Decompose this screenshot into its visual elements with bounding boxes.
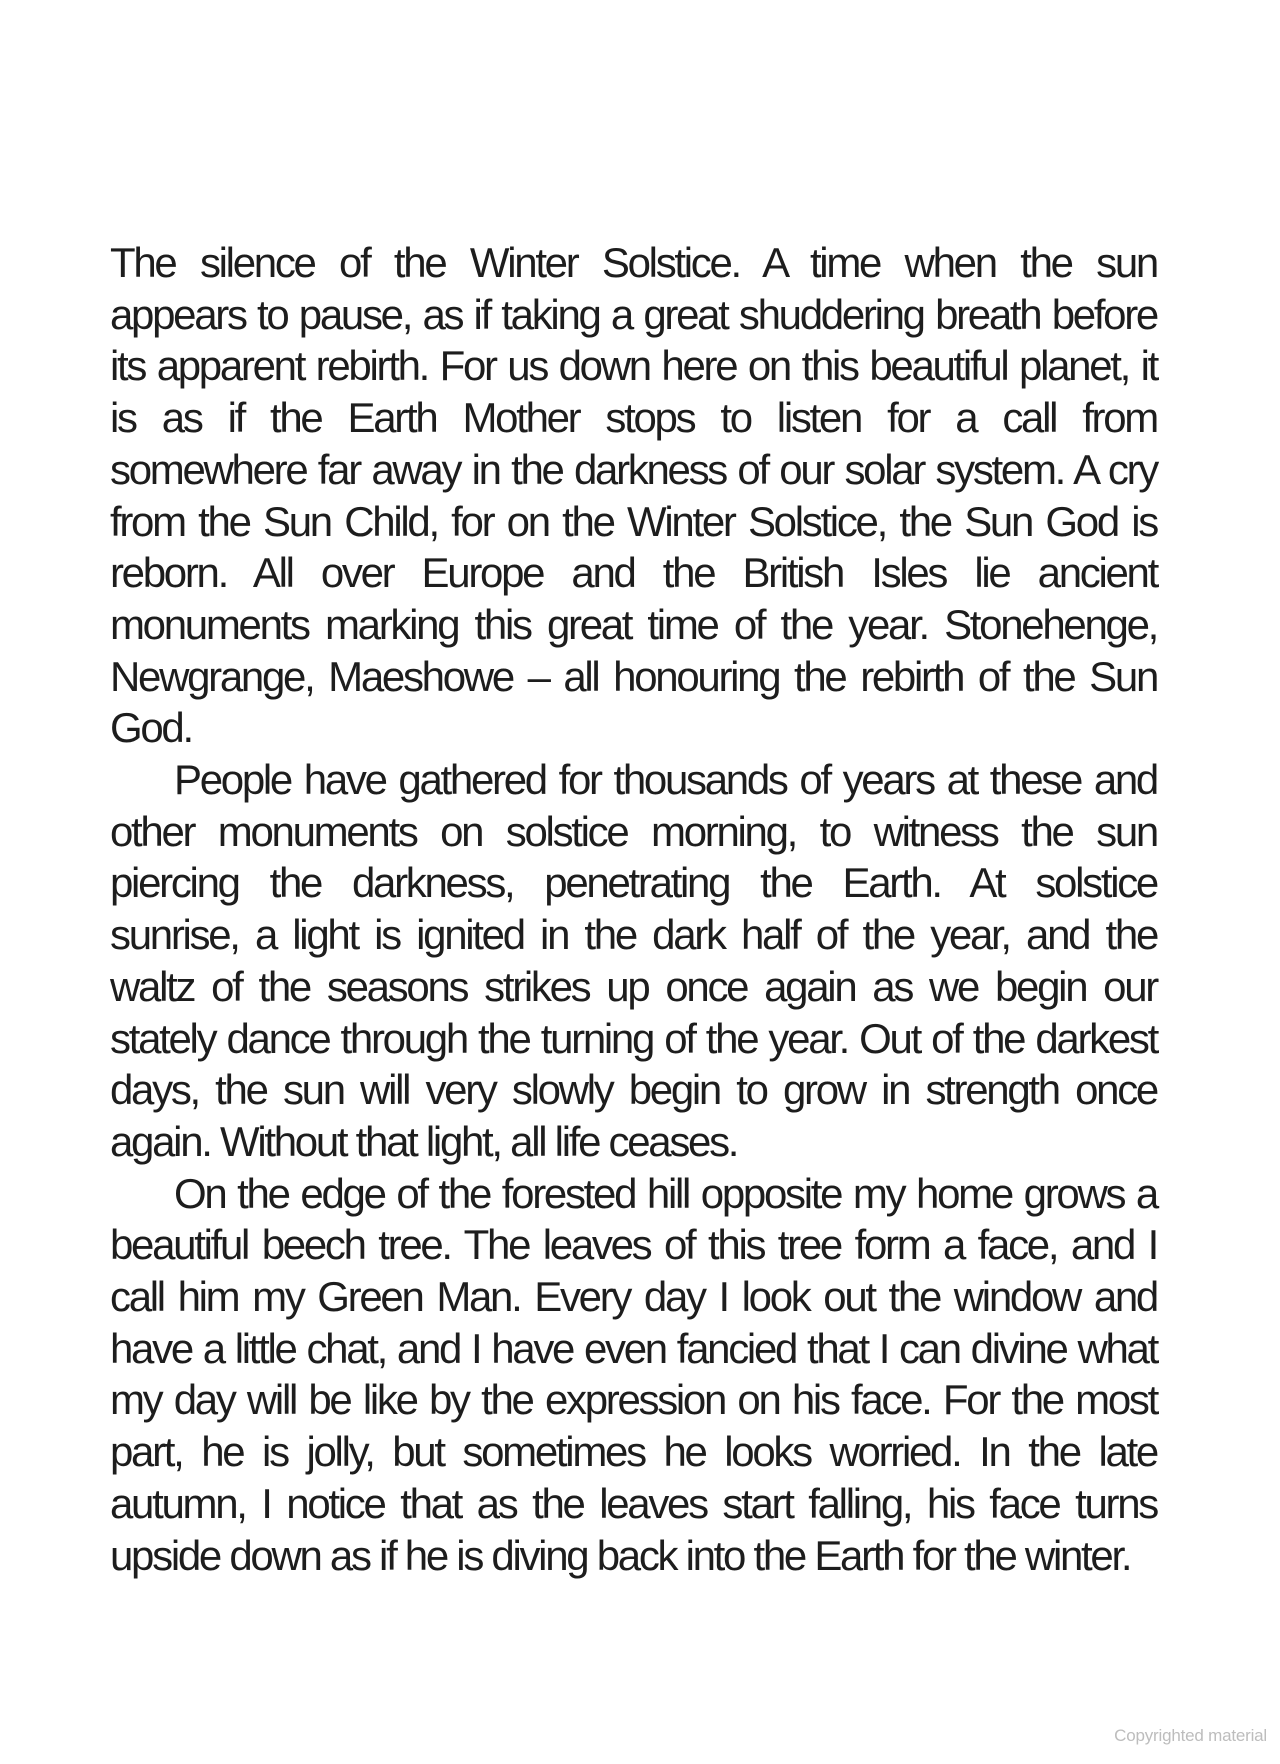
paragraph-2: [110, 754, 1157, 1168]
text-line: other monuments on solstice morning, to witness the sun: [110, 807, 1157, 855]
text-line: waltz of the seasons strikes up once again as we begin our: [110, 962, 1157, 1010]
text-line: piercing the darkness, penetrating the Earth. At solstice: [110, 859, 1157, 907]
text-line: autumn, I notice that as the leaves start falling, his face turns: [110, 1479, 1157, 1527]
text-line: The silence of the Winter Solstice. A time when the sun: [110, 239, 1157, 286]
paragraph-1: [110, 237, 1157, 754]
text-line: call him my Green Man. Every day I look out the window and: [110, 1273, 1157, 1321]
text-line: days, the sun will very slowly begin to grow in strength once: [110, 1066, 1157, 1114]
text-line: God.: [110, 704, 192, 752]
text-line: On the edge of the forested hill opposite my home grows a: [174, 1169, 1157, 1217]
text-line: from the Sun Child, for on the Winter Solstice, the Sun God is: [110, 497, 1157, 545]
text-line: upside down as if he is diving back into the Earth for the winter.: [110, 1531, 1131, 1579]
text-line: again. Without that light, all life ceases.: [110, 1117, 738, 1165]
text-line: its apparent rebirth. For us down here on this beautiful planet, it: [110, 342, 1157, 390]
text-line: part, he is jolly, but sometimes he looks worried. In the late: [110, 1428, 1157, 1476]
text-line: Newgrange, Maeshowe – all honouring the rebirth of the Sun: [110, 652, 1157, 700]
text-line: monuments marking this great time of the year. Stonehenge,: [110, 600, 1157, 648]
text-line: have a little chat, and I have even fancied that I can divine what: [110, 1324, 1157, 1372]
text-line: reborn. All over Europe and the British Isles lie ancient: [110, 549, 1157, 597]
text-line: beautiful beech tree. The leaves of this tree form a face, and I: [110, 1221, 1157, 1269]
text-line: People have gathered for thousands of years at these and: [174, 756, 1157, 804]
text-line: sunrise, a light is ignited in the dark half of the year, and the: [110, 911, 1157, 959]
text-line: appears to pause, as if taking a great shuddering breath before: [110, 290, 1157, 338]
page-text-block: [110, 237, 1157, 1581]
copyright-watermark: Copyrighted material: [1114, 1726, 1267, 1745]
text-line: somewhere far away in the darkness of our solar system. A cry: [110, 445, 1157, 493]
text-line: is as if the Earth Mother stops to listen for a call from: [110, 394, 1157, 442]
paragraph-3: [110, 1168, 1157, 1582]
text-line: my day will be like by the expression on his face. For the most: [110, 1376, 1157, 1424]
text-line: stately dance through the turning of the year. Out of the darkest: [110, 1014, 1157, 1062]
